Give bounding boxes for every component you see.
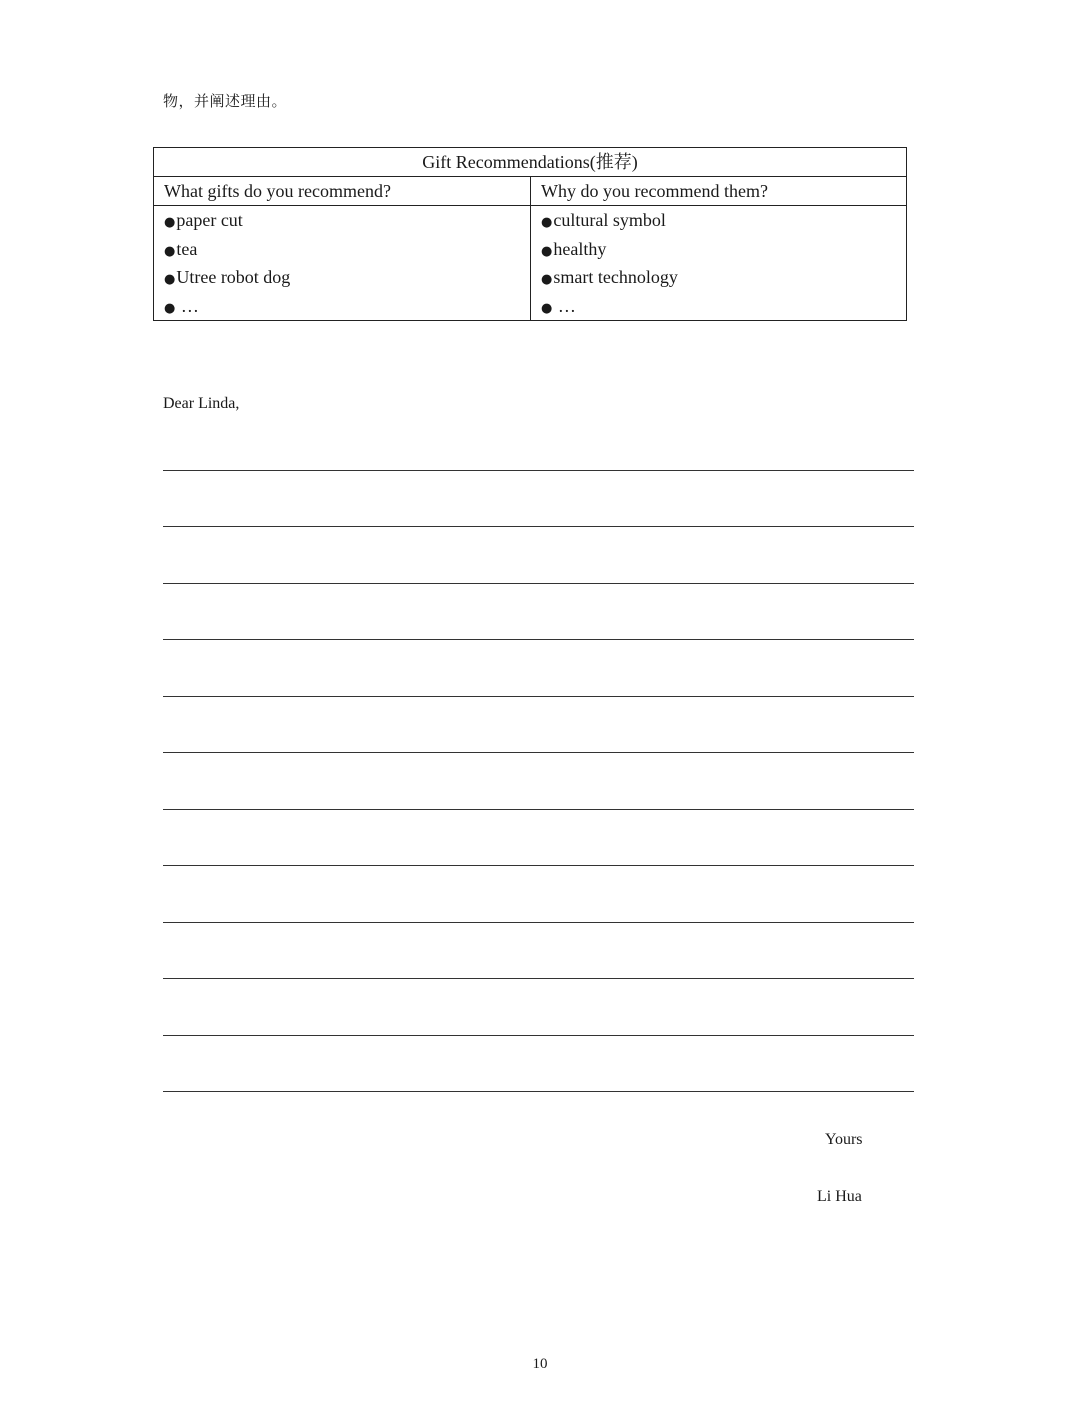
column-header-reasons: Why do you recommend them? bbox=[531, 177, 907, 206]
writing-line[interactable] bbox=[163, 922, 914, 923]
gift-list-cell bbox=[154, 206, 531, 321]
writing-line[interactable] bbox=[163, 1035, 914, 1036]
writing-line[interactable] bbox=[163, 865, 914, 866]
column-header-gifts: What gifts do you recommend? bbox=[154, 177, 531, 206]
bullet-icon: ● bbox=[541, 243, 553, 259]
bullet-icon: ● bbox=[164, 243, 176, 259]
list-item: ● … bbox=[164, 295, 199, 316]
intro-text: 物，并阐述理由。 bbox=[163, 94, 288, 110]
gift-recommendations-table bbox=[153, 147, 907, 321]
bullet-icon: ● bbox=[541, 300, 553, 316]
writing-line[interactable] bbox=[163, 752, 914, 753]
letter-greeting: Dear Linda, bbox=[163, 395, 240, 412]
table-title: Gift Recommendations(推荐) bbox=[154, 148, 907, 177]
writing-line[interactable] bbox=[163, 526, 914, 527]
writing-line[interactable] bbox=[163, 639, 914, 640]
writing-line[interactable] bbox=[163, 583, 914, 584]
list-item: ● … bbox=[541, 295, 576, 316]
bullet-icon: ● bbox=[164, 300, 176, 316]
bullet-icon: ● bbox=[541, 215, 553, 230]
list-item: ●tea bbox=[164, 238, 198, 259]
page-number: 10 bbox=[532, 1356, 548, 1372]
letter-signature: Li Hua bbox=[817, 1188, 862, 1205]
list-item: ●healthy bbox=[541, 238, 607, 259]
list-item: ●Utree robot dog bbox=[164, 267, 291, 287]
list-item: ●cultural symbol bbox=[541, 210, 666, 230]
list-item: ●smart technology bbox=[541, 267, 678, 287]
bullet-icon: ● bbox=[164, 272, 176, 287]
writing-line[interactable] bbox=[163, 809, 914, 810]
list-item: ●paper cut bbox=[164, 210, 243, 230]
writing-line[interactable] bbox=[163, 696, 914, 697]
bullet-icon: ● bbox=[541, 272, 553, 287]
writing-line[interactable] bbox=[163, 1091, 914, 1092]
letter-closing: Yours bbox=[825, 1131, 863, 1148]
writing-line[interactable] bbox=[163, 978, 914, 979]
bullet-icon: ● bbox=[164, 215, 176, 230]
reason-list-cell bbox=[531, 206, 907, 321]
writing-line[interactable] bbox=[163, 470, 914, 471]
